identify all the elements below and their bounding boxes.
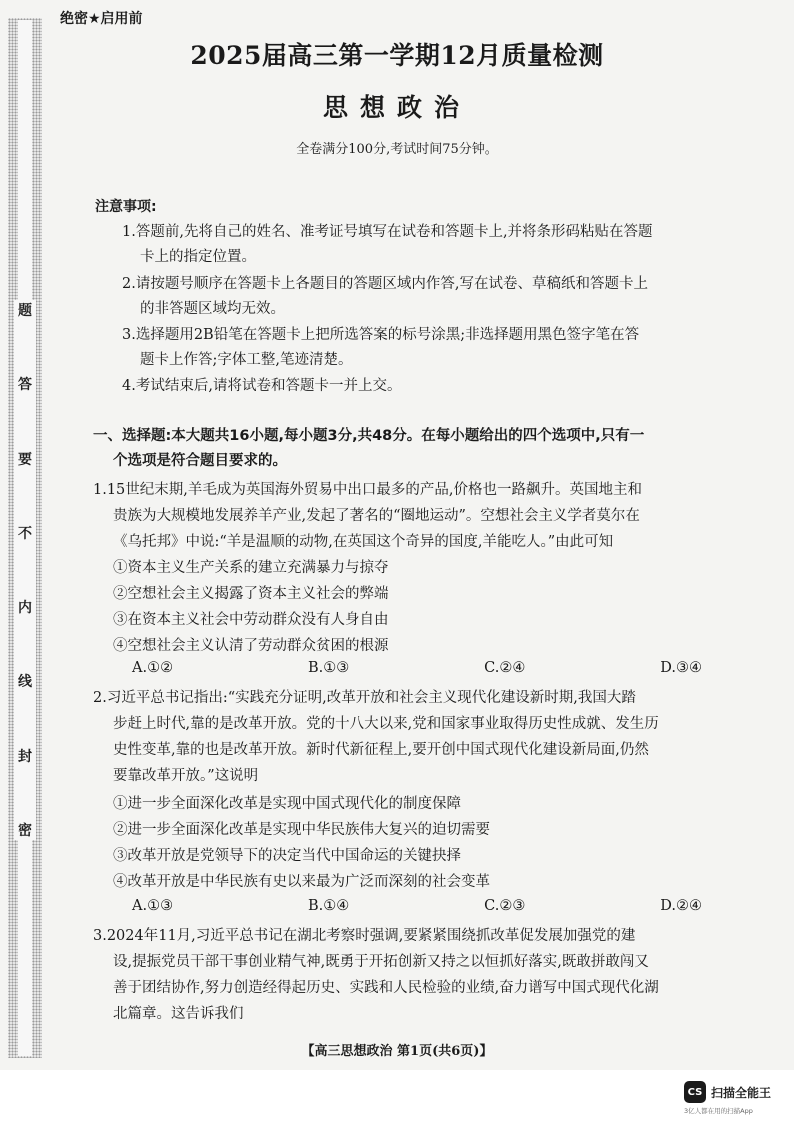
binding-char: 线 [18,674,32,691]
section-heading-cont: 个选项是符合题目要求的。 [113,453,287,469]
q1-stem: 《乌托邦》中说:“羊是温顺的动物,在英国这个奇异的国度,羊能吃人。”由此可知 [113,534,614,550]
binding-char: 题 [18,303,32,319]
q1-stem: 贵族为大规模地发展养羊产业,发起了著名的“圈地运动”。空想社会主义学者莫尔在 [113,508,640,524]
q2-options [132,898,702,914]
q1-option-d[interactable]: D.③④ [660,660,702,676]
q1-option-b[interactable]: B.①③ [308,660,350,676]
q1-options [132,660,702,676]
q1-option-a[interactable]: A.①② [132,660,174,676]
notice-line: 4.考试结束后,请将试卷和答题卡一并上交。 [122,378,402,394]
binding-char: 封 [18,748,32,765]
notice-line: 2.请按题号顺序在答题卡上各题目的答题区域内作答,写在试卷、草稿纸和答题卡上 [122,276,648,292]
q1-item: ①资本主义生产关系的建立充满暴力与掠夺 [113,560,389,576]
binding-line-text [14,300,36,840]
q2-stem: 步赶上时代,靠的是改革开放。党的十八大以来,党和国家事业取得历史性成就、发生历 [113,716,659,732]
binding-char: 要 [18,451,32,468]
q2-item: ③改革开放是党领导下的决定当代中国命运的关键抉择 [113,848,461,864]
notice-line: 卡上的指定位置。 [140,249,256,265]
q3-stem: 3.2024年11月,习近平总书记在湖北考察时强调,要紧紧围绕抓改革促发展加强党的建 [93,928,636,944]
scanner-watermark [684,1081,771,1103]
q2-item: ①进一步全面深化改革是实现中国式现代化的制度保障 [113,796,461,812]
q1-item: ②空想社会主义揭露了资本主义社会的弊端 [113,586,389,602]
binding-char: 内 [18,600,32,617]
q2-stem: 要靠改革开放。”这说明 [113,768,259,784]
watermark-tagline: 3亿人都在用的扫描App [684,1107,753,1115]
q3-stem: 善于团结协作,努力创造经得起历史、实践和人民检验的业绩,奋力谱写中国式现代化湖 [113,980,659,996]
q2-option-d[interactable]: D.②④ [660,898,702,914]
q2-stem: 史性变革,靠的也是改革开放。新时代新征程上,要开创中国式现代化建设新局面,仍然 [113,742,649,758]
q1-option-c[interactable]: C.②④ [484,660,526,676]
binding-char: 密 [18,822,32,839]
binding-char: 答 [18,377,32,394]
q2-option-a[interactable]: A.①③ [132,898,174,914]
notice-line: 的非答题区域均无效。 [140,301,285,317]
q3-stem: 设,提振党员干部干事创业精气神,既勇于开拓创新又持之以恒抓好落实,既敢拼敢闯又 [113,954,649,970]
score-info: 全卷满分100分,考试时间75分钟。 [296,142,498,157]
q2-option-c[interactable]: C.②③ [484,898,526,914]
notice-line: 3.选择题用2B铅笔在答题卡上把所选答案的标号涂黑;非选择题用黑色签字笔在答 [122,327,640,343]
q1-item: ④空想社会主义认清了劳动群众贫困的根源 [113,638,389,654]
notice-line: 1.答题前,先将自己的姓名、准考证号填写在试卷和答题卡上,并将条形码粘贴在答题 [122,224,653,240]
secret-label: 绝密★启用前 [60,11,143,27]
watermark-name: 扫描全能王 [711,1085,772,1100]
exam-title: 2025届高三第一学期12月质量检测 [190,41,604,70]
camscanner-logo-icon: CS [684,1081,706,1103]
q2-option-b[interactable]: B.①④ [308,898,350,914]
section-heading: 一、选择题:本大题共16小题,每小题3分,共48分。在每小题给出的四个选项中,只有一 [93,428,645,444]
q2-stem: 2.习近平总书记指出:“实践充分证明,改革开放和社会主义现代化建设新时期,我国大踏 [93,690,636,706]
subject-title: 思想政治 [322,93,471,122]
notice-heading: 注意事项: [95,199,157,215]
q3-stem: 北篇章。这告诉我们 [113,1006,244,1022]
q2-item: ②进一步全面深化改革是实现中华民族伟大复兴的迫切需要 [113,822,490,838]
q1-item: ③在资本主义社会中劳动群众没有人身自由 [113,612,389,628]
q1-stem: 1.15世纪末期,羊毛成为英国海外贸易中出口最多的产品,价格也一路飙升。英国地主和 [93,482,643,498]
notice-line: 题卡上作答;字体工整,笔迹清楚。 [140,352,353,368]
binding-char: 不 [18,525,32,542]
q2-item: ④改革开放是中华民族有史以来最为广泛而深刻的社会变革 [113,874,490,890]
page-footer: 【高三思想政治 第1页(共6页)】 [301,1044,493,1059]
